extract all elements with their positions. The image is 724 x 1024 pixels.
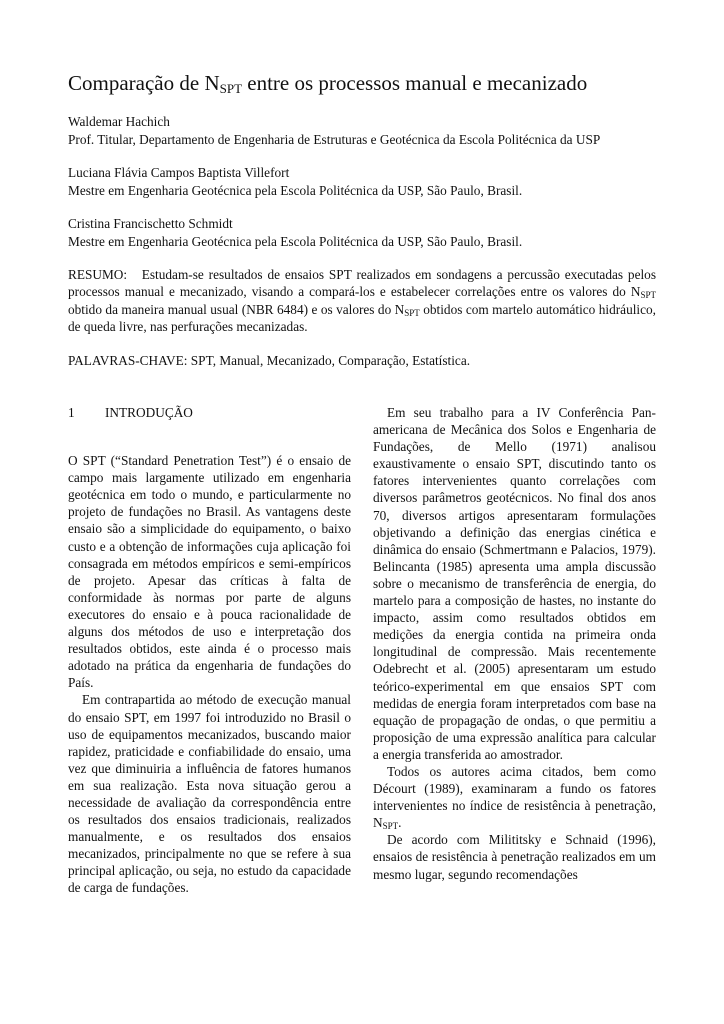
paragraph: Em seu trabalho para a IV Conferência Pan-americana de Mecânica dos Solos e Engenharia de Fundações, de Mello (1971) analisou exaustivamente o ensaio SPT, discutindo tanto os fatores intervenientes quanto correlações com diversos parâmetros geotécnicos. No final dos anos 70, diversos artigos apresentaram formulações objetivando a definição das energias cinética e dinâmica do ensaio (Schmertmann e Palacios, 1979). Belincanta (1985) apresenta uma ampla discussão sobre o mecanismo de transferência de energia, do martelo para a composição de hastes, no instante do impacto, assim como resultados obtidos em medições da energia contida na primeira onda longitudinal de compressão. Mais recentemente Odebrecht et al. (2005) apresentaram um estudo teórico-experimental em que ensaios SPT com medidas de energia foram interpretados com base na equação de propagação de ondas, o que permitiu a proposição de uma expressão analítica para calcular a energia transferida ao amostrador. — [373, 405, 656, 762]
paragraph: O SPT (“Standard Penetration Test”) é o ensaio de campo mais largamente utilizado em engenharia geotécnica em todo o mundo, e particularmente no projeto de fundações no Brasil. As vantagens deste ensaio são a simplicidade do equipamento, o baixo custo e a obtenção de informações cuja aplicação foi consagrada em métodos empíricos e semi-empíricos de projeto. Apesar das críticas à falta de conformidade às normas por parte de alguns executores do ensaio e à pouca racionalidade de alguns dos métodos de uso e interpretação dos resultados obtidos, este ainda é o processo mais adotado na prática da engenharia de fundações do País. — [68, 453, 351, 691]
abstract-label: RESUMO: — [68, 267, 128, 282]
paragraph-end: . — [398, 815, 402, 831]
author-name: Cristina Francischetto Schmidt — [68, 216, 233, 231]
author-name: Luciana Flávia Campos Baptista Villefort — [68, 165, 290, 180]
section-heading — [68, 404, 351, 421]
nspt-subscript: SPT — [640, 290, 656, 301]
right-column — [373, 404, 656, 883]
paper-title — [68, 70, 678, 96]
section-title: INTRODUÇÃO — [105, 405, 193, 420]
abstract-text: obtido da maneira manual usual (NBR 6484) e os valores do N — [68, 301, 405, 317]
nspt-subscript: SPT — [382, 821, 399, 832]
author-affiliation: Mestre em Engenharia Geotécnica pela Escola Politécnica da USP, São Paulo, Brasil. — [68, 182, 523, 198]
paragraph-text: Todos os autores acima citados, bem como Décourt (1989), examinaram a fundo os fatores intervenientes no índice de resistência à penetração, N — [373, 763, 656, 831]
title-prefix: Comparação de N — [68, 71, 220, 95]
section-number: 1 — [68, 405, 75, 420]
paragraph — [373, 763, 656, 831]
abstract — [68, 266, 656, 335]
author-affiliation: Mestre em Engenharia Geotécnica pela Escola Politécnica da USP, São Paulo, Brasil. — [68, 233, 523, 249]
abstract-text: obtidos com martelo automático hidráulico, de queda livre, nas perfurações mecanizadas. — [68, 301, 656, 334]
author-block-2 — [68, 164, 668, 199]
author-block-3 — [68, 215, 668, 250]
title-suffix: entre os processos manual e mecanizado — [242, 71, 588, 95]
paragraph: Em contrapartida ao método de execução manual do ensaio SPT, em 1997 foi introduzido no Brasil o uso de equipamentos mecanizados, buscando maior rapidez, praticidade e confiabilidade do ensaio, uma vez que diminuiria a influência de fatores humanos em sua realização. Esta nova situação gerou a necessidade de avaliação da correspondência entre os resultados dos ensaios tradicionais, realizados manualmente, e os resultados dos ensaios mecanizados, principalmente no que se refere à sua principal aplicação, ou seja, no estudo da capacidade de carga de fundações. — [68, 692, 351, 896]
nspt-subscript: SPT — [404, 307, 420, 318]
paragraph: De acordo com Milititsky e Schnaid (1996), ensaios de resistência à penetração realizados em um mesmo lugar, segundo recomendações — [373, 832, 656, 882]
abstract-text: Estudam-se resultados de ensaios SPT realizados em sondagens a percussão executadas pelos processos manual e mecanizado, visando a compará-los e estabelecer correlações entre os valores do N — [68, 267, 656, 300]
title-subscript: SPT — [219, 81, 243, 96]
keywords: PALAVRAS-CHAVE: SPT, Manual, Mecanizado, Comparação, Estatística. — [68, 353, 471, 368]
left-column — [68, 404, 351, 897]
author-name: Waldemar Hachich — [68, 114, 170, 129]
author-affiliation: Prof. Titular, Departamento de Engenharia de Estruturas e Geotécnica da Escola Politécnica da USP — [68, 131, 601, 147]
author-block-1 — [68, 113, 668, 148]
